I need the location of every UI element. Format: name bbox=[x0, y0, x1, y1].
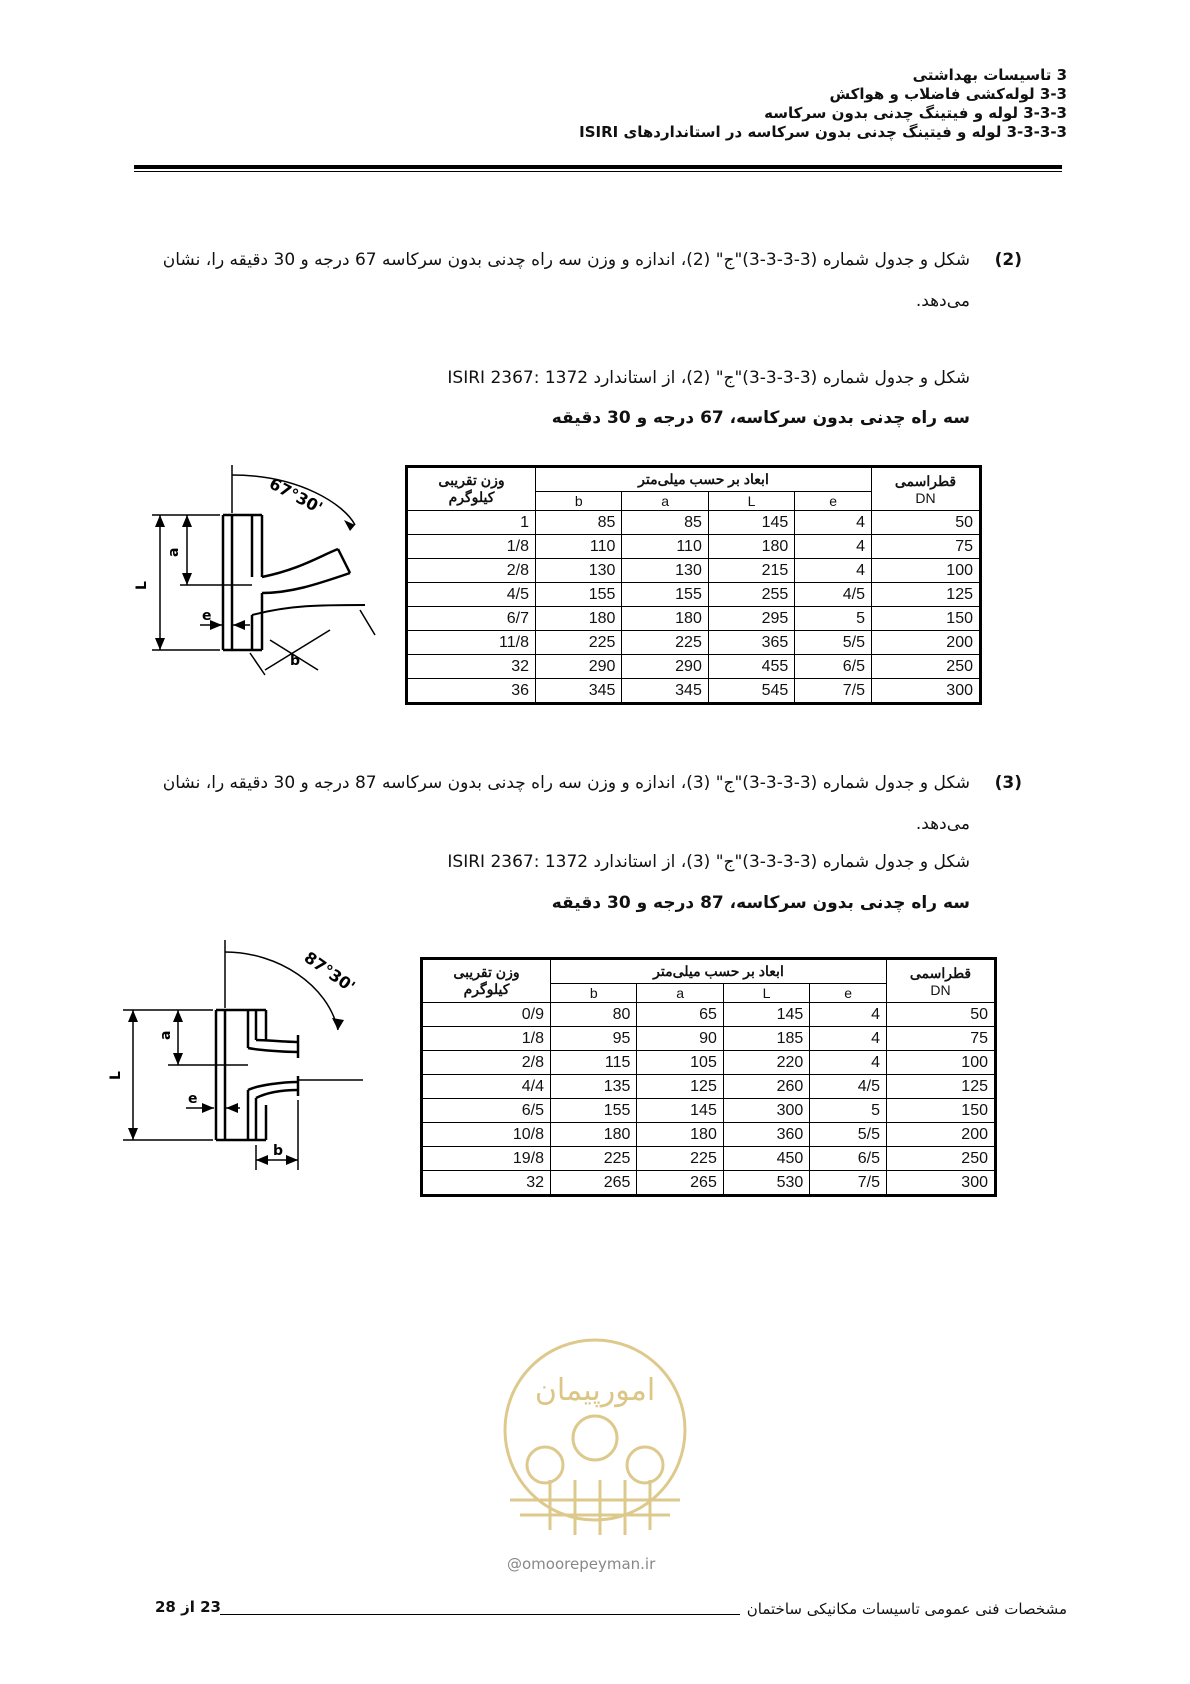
cell-a: 125 bbox=[637, 1075, 723, 1099]
cell-dn: 50 bbox=[887, 1003, 996, 1027]
section-2-paragraph: شکل و جدول شماره (3-3-3-3)"ج" (2)، اندازه و وزن سه راه چدنی بدون سرکاسه 67 درجه و 30 دقیقه را، نشان می‌دهد. bbox=[162, 250, 970, 311]
table-row bbox=[407, 559, 981, 583]
col-b-header: b bbox=[551, 984, 637, 1003]
footer-title: مشخصات فنی عمومی تاسیسات مکانیکی ساختمان bbox=[746, 1600, 1067, 1618]
dim-e-label: e bbox=[202, 608, 212, 624]
cell-l: 145 bbox=[708, 511, 794, 535]
cell-e: 7/5 bbox=[810, 1171, 887, 1196]
cell-w: 6/7 bbox=[407, 607, 536, 631]
col-L-header: L bbox=[723, 984, 809, 1003]
cell-a: 145 bbox=[637, 1099, 723, 1123]
table-row bbox=[407, 583, 981, 607]
cell-a: 65 bbox=[637, 1003, 723, 1027]
cell-w: 0/9 bbox=[422, 1003, 551, 1027]
cell-w: 4/4 bbox=[422, 1075, 551, 1099]
page-header bbox=[579, 66, 1067, 142]
section-3-number: (3) bbox=[994, 773, 1022, 793]
cell-e: 7/5 bbox=[795, 679, 872, 704]
col-weight-header: وزن تقریبی کیلوگرم bbox=[422, 959, 551, 1003]
table-row bbox=[422, 1099, 996, 1123]
cell-b: 265 bbox=[551, 1171, 637, 1196]
cell-l: 145 bbox=[723, 1003, 809, 1027]
cell-b: 95 bbox=[551, 1027, 637, 1051]
cell-w: 19/8 bbox=[422, 1147, 551, 1171]
col-dims-header: ابعاد بر حسب میلی‌متر bbox=[551, 959, 887, 984]
footer-rule bbox=[220, 1614, 740, 1615]
cell-dn: 125 bbox=[887, 1075, 996, 1099]
table-row bbox=[407, 535, 981, 559]
watermark-logo bbox=[490, 1330, 700, 1550]
cell-w: 2/8 bbox=[422, 1051, 551, 1075]
cell-dn: 150 bbox=[887, 1099, 996, 1123]
section-2-fitting-drawing bbox=[134, 465, 395, 710]
table-row bbox=[407, 607, 981, 631]
cell-dn: 250 bbox=[872, 655, 981, 679]
cell-a: 180 bbox=[637, 1123, 723, 1147]
cell-w: 1/8 bbox=[422, 1027, 551, 1051]
dim-e-label: e bbox=[188, 1091, 198, 1107]
header-line-2: 3-3 لوله‌کشی فاضلاب و هواکش bbox=[829, 85, 1067, 103]
dim-a-label: a bbox=[166, 547, 182, 557]
col-dims-header: ابعاد بر حسب میلی‌متر bbox=[536, 467, 872, 492]
table-row bbox=[407, 511, 981, 535]
section-2-caption: شکل و جدول شماره (3-3-3-3)"ج" (2)، از استاندارد ISIRI 2367: 1372 bbox=[447, 368, 970, 388]
dim-b-label: b bbox=[290, 653, 301, 669]
col-L-header: L bbox=[708, 492, 794, 511]
cell-a: 155 bbox=[622, 583, 708, 607]
col-dn-header: قطراسمی DN bbox=[872, 467, 981, 511]
cell-e: 4 bbox=[795, 511, 872, 535]
dim-L-label: L bbox=[134, 581, 150, 590]
cell-b: 135 bbox=[551, 1075, 637, 1099]
table-row bbox=[422, 1003, 996, 1027]
cell-a: 90 bbox=[637, 1027, 723, 1051]
cell-e: 5 bbox=[795, 607, 872, 631]
cell-l: 260 bbox=[723, 1075, 809, 1099]
cell-e: 6/5 bbox=[810, 1147, 887, 1171]
cell-e: 5/5 bbox=[810, 1123, 887, 1147]
table-row bbox=[407, 655, 981, 679]
cell-b: 180 bbox=[536, 607, 622, 631]
table-row bbox=[422, 1147, 996, 1171]
cell-a: 105 bbox=[637, 1051, 723, 1075]
cell-e: 4 bbox=[795, 535, 872, 559]
cell-a: 180 bbox=[622, 607, 708, 631]
cell-dn: 300 bbox=[872, 679, 981, 704]
cell-b: 130 bbox=[536, 559, 622, 583]
table-row bbox=[422, 1123, 996, 1147]
cell-e: 6/5 bbox=[795, 655, 872, 679]
section-2-table bbox=[405, 465, 982, 705]
cell-w: 1 bbox=[407, 511, 536, 535]
cell-l: 180 bbox=[708, 535, 794, 559]
dim-a-label: a bbox=[158, 1030, 174, 1040]
cell-w: 4/5 bbox=[407, 583, 536, 607]
cell-e: 4 bbox=[810, 1027, 887, 1051]
cell-b: 155 bbox=[551, 1099, 637, 1123]
cell-a: 225 bbox=[637, 1147, 723, 1171]
cell-b: 110 bbox=[536, 535, 622, 559]
dim-L-label: L bbox=[108, 1071, 124, 1080]
cell-b: 345 bbox=[536, 679, 622, 704]
cell-e: 5/5 bbox=[795, 631, 872, 655]
table-row bbox=[407, 679, 981, 704]
header-rule-thin bbox=[134, 171, 1062, 172]
cell-w: 10/8 bbox=[422, 1123, 551, 1147]
cell-l: 365 bbox=[708, 631, 794, 655]
col-dn-header: قطراسمی DN bbox=[887, 959, 996, 1003]
cell-dn: 100 bbox=[887, 1051, 996, 1075]
cell-l: 300 bbox=[723, 1099, 809, 1123]
cell-b: 85 bbox=[536, 511, 622, 535]
cell-a: 345 bbox=[622, 679, 708, 704]
cell-b: 225 bbox=[551, 1147, 637, 1171]
cell-l: 185 bbox=[723, 1027, 809, 1051]
cell-l: 545 bbox=[708, 679, 794, 704]
angle-label: 87°30' bbox=[300, 947, 359, 997]
cell-l: 220 bbox=[723, 1051, 809, 1075]
cell-dn: 50 bbox=[872, 511, 981, 535]
section-2-subtitle: سه راه چدنی بدون سرکاسه، 67 درجه و 30 دقیقه bbox=[551, 408, 970, 428]
cell-w: 32 bbox=[422, 1171, 551, 1196]
cell-e: 4 bbox=[795, 559, 872, 583]
cell-l: 255 bbox=[708, 583, 794, 607]
table-row bbox=[422, 1075, 996, 1099]
watermark-logo-text: امورپیمان bbox=[534, 1373, 656, 1408]
cell-l: 360 bbox=[723, 1123, 809, 1147]
section-3-subtitle: سه راه چدنی بدون سرکاسه، 87 درجه و 30 دقیقه bbox=[551, 893, 970, 913]
section-3-paragraph: شکل و جدول شماره (3-3-3-3)"ج" (3)، اندازه و وزن سه راه چدنی بدون سرکاسه 87 درجه و 30 دقیقه را، نشان می‌دهد. bbox=[162, 773, 970, 834]
col-e-header: e bbox=[795, 492, 872, 511]
cell-dn: 150 bbox=[872, 607, 981, 631]
cell-a: 265 bbox=[637, 1171, 723, 1196]
table-row bbox=[407, 631, 981, 655]
cell-w: 6/5 bbox=[422, 1099, 551, 1123]
cell-w: 11/8 bbox=[407, 631, 536, 655]
col-b-header: b bbox=[536, 492, 622, 511]
header-line-4: 3-3-3-3 لوله و فیتینگ چدنی بدون سرکاسه در استانداردهای ISIRI bbox=[579, 123, 1067, 141]
cell-dn: 125 bbox=[872, 583, 981, 607]
cell-dn: 200 bbox=[872, 631, 981, 655]
table-row bbox=[422, 1027, 996, 1051]
cell-e: 4/5 bbox=[795, 583, 872, 607]
cell-w: 1/8 bbox=[407, 535, 536, 559]
cell-l: 530 bbox=[723, 1171, 809, 1196]
page-number: 23 از 28 bbox=[155, 1598, 221, 1616]
cell-e: 4 bbox=[810, 1003, 887, 1027]
col-weight-header: وزن تقریبی کیلوگرم bbox=[407, 467, 536, 511]
cell-w: 2/8 bbox=[407, 559, 536, 583]
cell-dn: 75 bbox=[872, 535, 981, 559]
section-3-caption: شکل و جدول شماره (3-3-3-3)"ج" (3)، از استاندارد ISIRI 2367: 1372 bbox=[447, 852, 970, 872]
col-a-header: a bbox=[637, 984, 723, 1003]
cell-e: 5 bbox=[810, 1099, 887, 1123]
cell-e: 4/5 bbox=[810, 1075, 887, 1099]
cell-w: 36 bbox=[407, 679, 536, 704]
cell-dn: 75 bbox=[887, 1027, 996, 1051]
angle-label: 67°30' bbox=[266, 473, 326, 518]
cell-a: 110 bbox=[622, 535, 708, 559]
section-3-fitting-drawing bbox=[108, 940, 378, 1185]
cell-b: 80 bbox=[551, 1003, 637, 1027]
cell-b: 115 bbox=[551, 1051, 637, 1075]
section-2-table-body bbox=[407, 511, 981, 704]
cell-a: 225 bbox=[622, 631, 708, 655]
cell-l: 295 bbox=[708, 607, 794, 631]
section-3-table-body bbox=[422, 1003, 996, 1196]
section-3-table bbox=[420, 957, 997, 1197]
dim-b-label: b bbox=[273, 1143, 284, 1159]
header-line-3: 3-3-3 لوله و فیتینگ چدنی بدون سرکاسه bbox=[764, 104, 1067, 122]
cell-a: 130 bbox=[622, 559, 708, 583]
cell-dn: 300 bbox=[887, 1171, 996, 1196]
table-row bbox=[422, 1171, 996, 1196]
cell-w: 32 bbox=[407, 655, 536, 679]
cell-b: 180 bbox=[551, 1123, 637, 1147]
watermark-url: @omoorepeyman.ir bbox=[507, 1555, 656, 1573]
cell-l: 455 bbox=[708, 655, 794, 679]
cell-dn: 250 bbox=[887, 1147, 996, 1171]
cell-a: 85 bbox=[622, 511, 708, 535]
cell-b: 155 bbox=[536, 583, 622, 607]
section-2-number: (2) bbox=[994, 250, 1022, 270]
cell-a: 290 bbox=[622, 655, 708, 679]
cell-dn: 200 bbox=[887, 1123, 996, 1147]
header-line-1: 3 تاسیسات بهداشتی bbox=[912, 66, 1067, 84]
cell-l: 215 bbox=[708, 559, 794, 583]
col-e-header: e bbox=[810, 984, 887, 1003]
cell-dn: 100 bbox=[872, 559, 981, 583]
cell-l: 450 bbox=[723, 1147, 809, 1171]
cell-e: 4 bbox=[810, 1051, 887, 1075]
col-a-header: a bbox=[622, 492, 708, 511]
cell-b: 290 bbox=[536, 655, 622, 679]
cell-b: 225 bbox=[536, 631, 622, 655]
table-row bbox=[422, 1051, 996, 1075]
header-rule-thick bbox=[134, 165, 1062, 169]
